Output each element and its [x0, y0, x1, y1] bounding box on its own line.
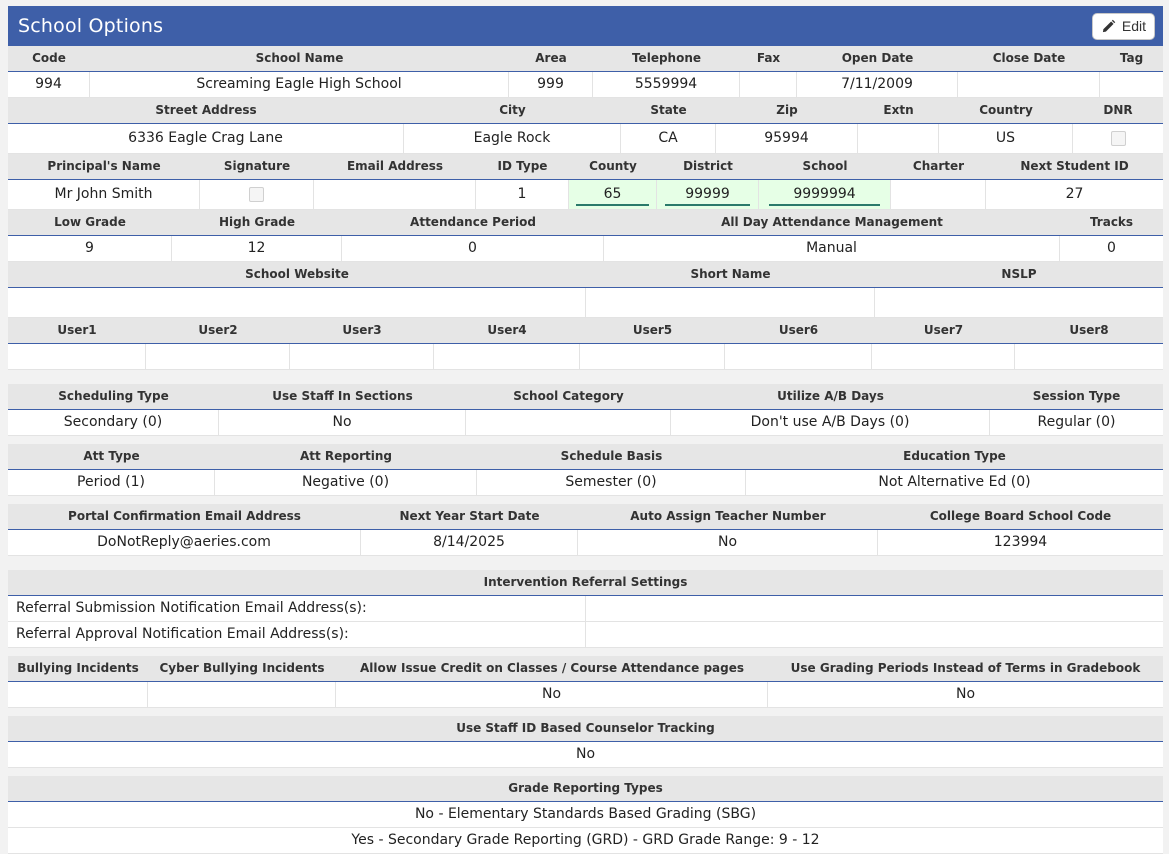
- value-zip: 95994: [716, 124, 858, 153]
- label-tracks: Tracks: [1060, 210, 1163, 235]
- label-user2: User2: [146, 318, 290, 343]
- value-bullying-incidents: [8, 682, 148, 707]
- label-scheduling-type: Scheduling Type: [8, 384, 219, 409]
- value-auto-assign-teacher: No: [578, 530, 878, 555]
- section-principal-ids: [8, 154, 1163, 210]
- value-user8: [1015, 344, 1163, 369]
- label-att-reporting: Att Reporting: [215, 444, 477, 469]
- value-college-board-code: 123994: [878, 530, 1163, 555]
- label-area: Area: [509, 46, 593, 71]
- value-email-address: [314, 180, 476, 209]
- value-referral-approval: [586, 622, 1163, 647]
- label-dnr: DNR: [1073, 98, 1163, 123]
- value-utilize-ab-days: Don't use A/B Days (0): [671, 410, 990, 435]
- value-scheduling-type: Secondary (0): [8, 410, 219, 435]
- label-nslp: NSLP: [875, 262, 1163, 287]
- section-user-fields: [8, 318, 1163, 370]
- label-charter: Charter: [891, 154, 986, 179]
- value-city: Eagle Rock: [404, 124, 621, 153]
- value-allow-issue-credit: No: [336, 682, 768, 707]
- label-tag: Tag: [1100, 46, 1163, 71]
- label-use-staff-in-sections: Use Staff In Sections: [219, 384, 466, 409]
- value-school-name: Screaming Eagle High School: [90, 72, 509, 97]
- county-field[interactable]: [569, 180, 657, 209]
- value-use-grading-periods: No: [768, 682, 1163, 707]
- section-grade-reporting: [8, 776, 1163, 854]
- label-att-type: Att Type: [8, 444, 215, 469]
- label-user1: User1: [8, 318, 146, 343]
- dnr-cell: [1073, 124, 1163, 153]
- label-telephone: Telephone: [593, 46, 740, 71]
- value-att-reporting: Negative (0): [215, 470, 477, 495]
- label-attendance-period: Attendance Period: [342, 210, 604, 235]
- value-school-category: [466, 410, 671, 435]
- label-next-year-start: Next Year Start Date: [361, 504, 578, 529]
- value-state: CA: [621, 124, 716, 153]
- value-schedule-basis: Semester (0): [477, 470, 746, 495]
- value-user4: [434, 344, 580, 369]
- value-att-type: Period (1): [8, 470, 215, 495]
- value-area: 999: [509, 72, 593, 97]
- intervention-title: Intervention Referral Settings: [8, 570, 1163, 595]
- label-grade-reporting: Grade Reporting Types: [8, 776, 1163, 801]
- value-id-type: 1: [476, 180, 569, 209]
- value-close-date: [958, 72, 1100, 97]
- label-school-website: School Website: [8, 262, 586, 287]
- section-bullying-gradebook: [8, 656, 1163, 708]
- label-extn: Extn: [858, 98, 939, 123]
- label-street-address: Street Address: [8, 98, 404, 123]
- value-county: 65: [576, 184, 649, 206]
- label-zip: Zip: [716, 98, 858, 123]
- grade-reporting-grd: Yes - Secondary Grade Reporting (GRD) - GRD Grade Range: 9 - 12: [8, 828, 1163, 853]
- value-tracks: 0: [1060, 236, 1163, 261]
- value-user1: [8, 344, 146, 369]
- value-user2: [146, 344, 290, 369]
- section-intervention-referral: [8, 570, 1163, 648]
- page-title: School Options: [18, 15, 164, 37]
- label-use-grading-periods: Use Grading Periods Instead of Terms in Gradebook: [768, 656, 1163, 681]
- section-school-identity: [8, 46, 1163, 98]
- edit-button[interactable]: [1092, 13, 1155, 40]
- value-school: 9999994: [769, 184, 879, 206]
- label-allow-issue-credit: Allow Issue Credit on Classes / Course Attendance pages: [336, 656, 768, 681]
- signature-checkbox[interactable]: [249, 187, 264, 202]
- value-fax: [740, 72, 797, 97]
- value-school-website: [8, 288, 586, 317]
- label-referral-submission: Referral Submission Notification Email Address(s):: [8, 596, 586, 621]
- value-code: 994: [8, 72, 90, 97]
- label-high-grade: High Grade: [172, 210, 342, 235]
- section-portal-settings: [8, 504, 1163, 556]
- value-open-date: 7/11/2009: [797, 72, 958, 97]
- value-street-address: 6336 Eagle Crag Lane: [8, 124, 404, 153]
- value-nslp: [875, 288, 1163, 317]
- label-college-board-code: College Board School Code: [878, 504, 1163, 529]
- label-city: City: [404, 98, 621, 123]
- label-school-category: School Category: [466, 384, 671, 409]
- value-all-day-attendance: Manual: [604, 236, 1060, 261]
- label-user3: User3: [290, 318, 434, 343]
- label-utilize-ab-days: Utilize A/B Days: [671, 384, 990, 409]
- label-state: State: [621, 98, 716, 123]
- label-user7: User7: [872, 318, 1015, 343]
- label-counselor-tracking: Use Staff ID Based Counselor Tracking: [8, 716, 1163, 741]
- value-tag: [1100, 72, 1163, 97]
- value-telephone: 5559994: [593, 72, 740, 97]
- value-user3: [290, 344, 434, 369]
- label-education-type: Education Type: [746, 444, 1163, 469]
- signature-cell: [200, 180, 314, 209]
- value-charter: [891, 180, 986, 209]
- label-user6: User6: [725, 318, 872, 343]
- label-short-name: Short Name: [586, 262, 875, 287]
- label-principal-name: Principal's Name: [8, 154, 200, 179]
- value-low-grade: 9: [8, 236, 172, 261]
- label-all-day-attendance: All Day Attendance Management: [604, 210, 1060, 235]
- label-open-date: Open Date: [797, 46, 958, 71]
- label-fax: Fax: [740, 46, 797, 71]
- edit-button-label: Edit: [1121, 18, 1146, 34]
- label-next-student-id: Next Student ID: [986, 154, 1163, 179]
- label-close-date: Close Date: [958, 46, 1100, 71]
- label-user5: User5: [580, 318, 725, 343]
- value-counselor-tracking: No: [8, 742, 1163, 767]
- label-user8: User8: [1015, 318, 1163, 343]
- value-extn: [858, 124, 939, 153]
- pencil-icon: [1101, 19, 1116, 34]
- label-county: County: [569, 154, 657, 179]
- section-grades-attendance: [8, 210, 1163, 262]
- label-auto-assign-teacher: Auto Assign Teacher Number: [578, 504, 878, 529]
- dnr-checkbox[interactable]: [1111, 131, 1126, 146]
- value-next-student-id: 27: [986, 180, 1163, 209]
- value-attendance-period: 0: [342, 236, 604, 261]
- label-code: Code: [8, 46, 90, 71]
- label-schedule-basis: Schedule Basis: [477, 444, 746, 469]
- grade-reporting-sbg: No - Elementary Standards Based Grading (SBG): [8, 802, 1163, 827]
- value-district: 99999: [665, 184, 750, 206]
- value-session-type: Regular (0): [990, 410, 1163, 435]
- label-bullying-incidents: Bullying Incidents: [8, 656, 148, 681]
- value-country: US: [939, 124, 1073, 153]
- value-use-staff-in-sections: No: [219, 410, 466, 435]
- label-referral-approval: Referral Approval Notification Email Address(s):: [8, 622, 586, 647]
- value-cyber-bullying: [148, 682, 336, 707]
- school-options-panel: [8, 6, 1163, 854]
- value-user6: [725, 344, 872, 369]
- section-address: [8, 98, 1163, 154]
- value-user5: [580, 344, 725, 369]
- label-id-type: ID Type: [476, 154, 569, 179]
- section-scheduling: [8, 384, 1163, 436]
- value-user7: [872, 344, 1015, 369]
- value-high-grade: 12: [172, 236, 342, 261]
- value-principal-name: Mr John Smith: [8, 180, 200, 209]
- label-low-grade: Low Grade: [8, 210, 172, 235]
- value-next-year-start: 8/14/2025: [361, 530, 578, 555]
- value-education-type: Not Alternative Ed (0): [746, 470, 1163, 495]
- value-short-name: [586, 288, 875, 317]
- panel-header: [8, 6, 1163, 46]
- value-portal-email: DoNotReply@aeries.com: [8, 530, 361, 555]
- school-field[interactable]: [759, 180, 891, 209]
- label-portal-email: Portal Confirmation Email Address: [8, 504, 361, 529]
- label-cyber-bullying: Cyber Bullying Incidents: [148, 656, 336, 681]
- district-field[interactable]: [657, 180, 759, 209]
- label-school-name: School Name: [90, 46, 509, 71]
- label-country: Country: [939, 98, 1073, 123]
- section-attendance-types: [8, 444, 1163, 496]
- label-school: School: [759, 154, 891, 179]
- label-district: District: [657, 154, 759, 179]
- label-user4: User4: [434, 318, 580, 343]
- section-website: [8, 262, 1163, 318]
- label-signature: Signature: [200, 154, 314, 179]
- label-session-type: Session Type: [990, 384, 1163, 409]
- section-counselor-tracking: [8, 716, 1163, 768]
- label-email-address: Email Address: [314, 154, 476, 179]
- value-referral-submission: [586, 596, 1163, 621]
